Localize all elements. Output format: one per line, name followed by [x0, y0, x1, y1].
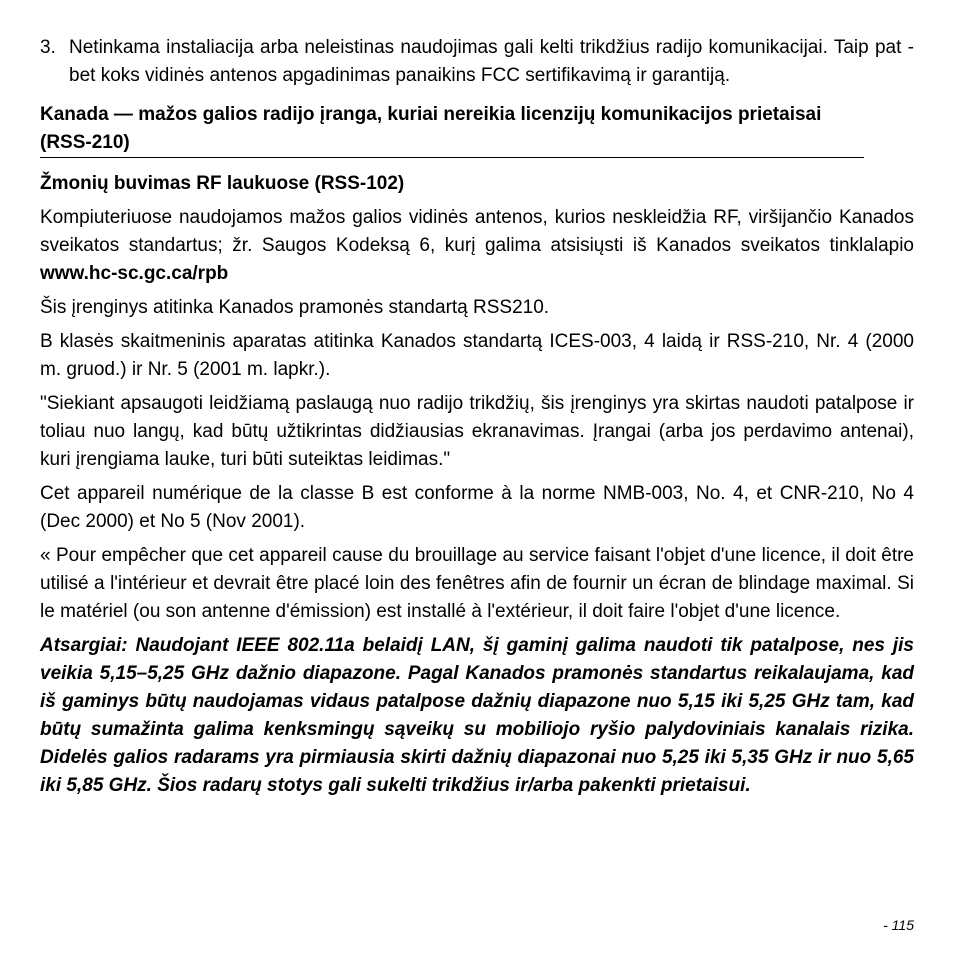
- paragraph-quote-lt: "Siekiant apsaugoti leidžiamą paslaugą nuo radijo trikdžių, šis įrenginys yra skirtas naudoti patalpose ir toliau nuo langų, kad būtų užtikrintas didžiausias ekranavimas. Įrangai (arba jos perdavimo antenai), kuri įrengiama lauke, turi būti suteiktas leidimas.": [40, 393, 914, 470]
- paragraph-ices003: B klasės skaitmeninis aparatas atitinka Kanados standartą ICES-003, 4 laidą ir RSS-210, Nr. 4 (2000 m. gruod.) ir Nr. 5 (2001 m. lapkr.).: [40, 331, 914, 380]
- warning-paragraph: Atsargiai: Naudojant IEEE 802.11a belaidį LAN, šį gaminį galima naudoti tik patalpose, nes jis veikia 5,15–5,25 GHz dažnio diapazone. Pagal Kanados pramonės standartus reikalaujama, kad iš gaminys būtų naudojamas vidaus patalpose dažnių diapazone nuo 5,15 iki 5,25 GHz tam, kad būtų sumažinta galima kenksmingų sąveikų su mobiliojo ryšio palydoviniais kanalais rizika. Didelės galios radarams yra pirmiausia skirti dažnių diapazonai nuo 5,25 iki 5,35 GHz ir nuo 5,65 iki 5,85 GHz. Šios radarų stotys gali sukelti trikdžius ir/arba pakenkti prietaisui.: [40, 635, 914, 796]
- section-heading-rf-exposure: Žmonių buvimas RF laukuose (RSS-102): [40, 173, 405, 194]
- paragraph-rss210: Šis įrenginys atitinka Kanados pramonės standartą RSS210.: [40, 297, 550, 318]
- list-item: [40, 34, 914, 90]
- paragraph-rf-text: Kompiuteriuose naudojamos mažos galios vidinės antenos, kurios neskleidžia RF, viršijančio Kanados sveikatos standartus; žr. Saugos Kodeksą 6, kurį galima atsisiųsti iš Kanados sveikatos tinklalapio: [40, 207, 914, 256]
- list-text: Netinkama instaliacija arba neleistinas naudojimas gali kelti trikdžius radijo komunikacijai. Taip pat - bet koks vidinės antenos apgadinimas panaikins FCC sertifikavimą ir garantiją.: [69, 37, 914, 86]
- page-content: [40, 34, 914, 800]
- page-number: - 115: [883, 917, 914, 933]
- paragraph-nmb003-fr: Cet appareil numérique de la classe B est conforme à la norme NMB-003, No. 4, et CNR-210, No 4 (Dec 2000) et No 5 (Nov 2001).: [40, 483, 914, 532]
- section-heading-canada: Kanada — mažos galios radijo įranga, kuriai nereikia licenzijų komunikacijos prietaisai (RSS-210): [40, 101, 864, 158]
- list-number: 3.: [40, 37, 56, 58]
- health-canada-url: www.hc-sc.gc.ca/rpb: [40, 263, 229, 284]
- paragraph-quote-fr: « Pour empêcher que cet appareil cause du brouillage au service faisant l'objet d'une licence, il doit être utilisé a l'intérieur et devrait être placé loin des fenêtres afin de fournir un écran de blindage maximal. Si le matériel (ou son antenne d'émission) est installé à l'extérieur, il doit faire l'objet d'une licence.: [40, 545, 914, 622]
- paragraph-rf-exposure: [40, 204, 914, 288]
